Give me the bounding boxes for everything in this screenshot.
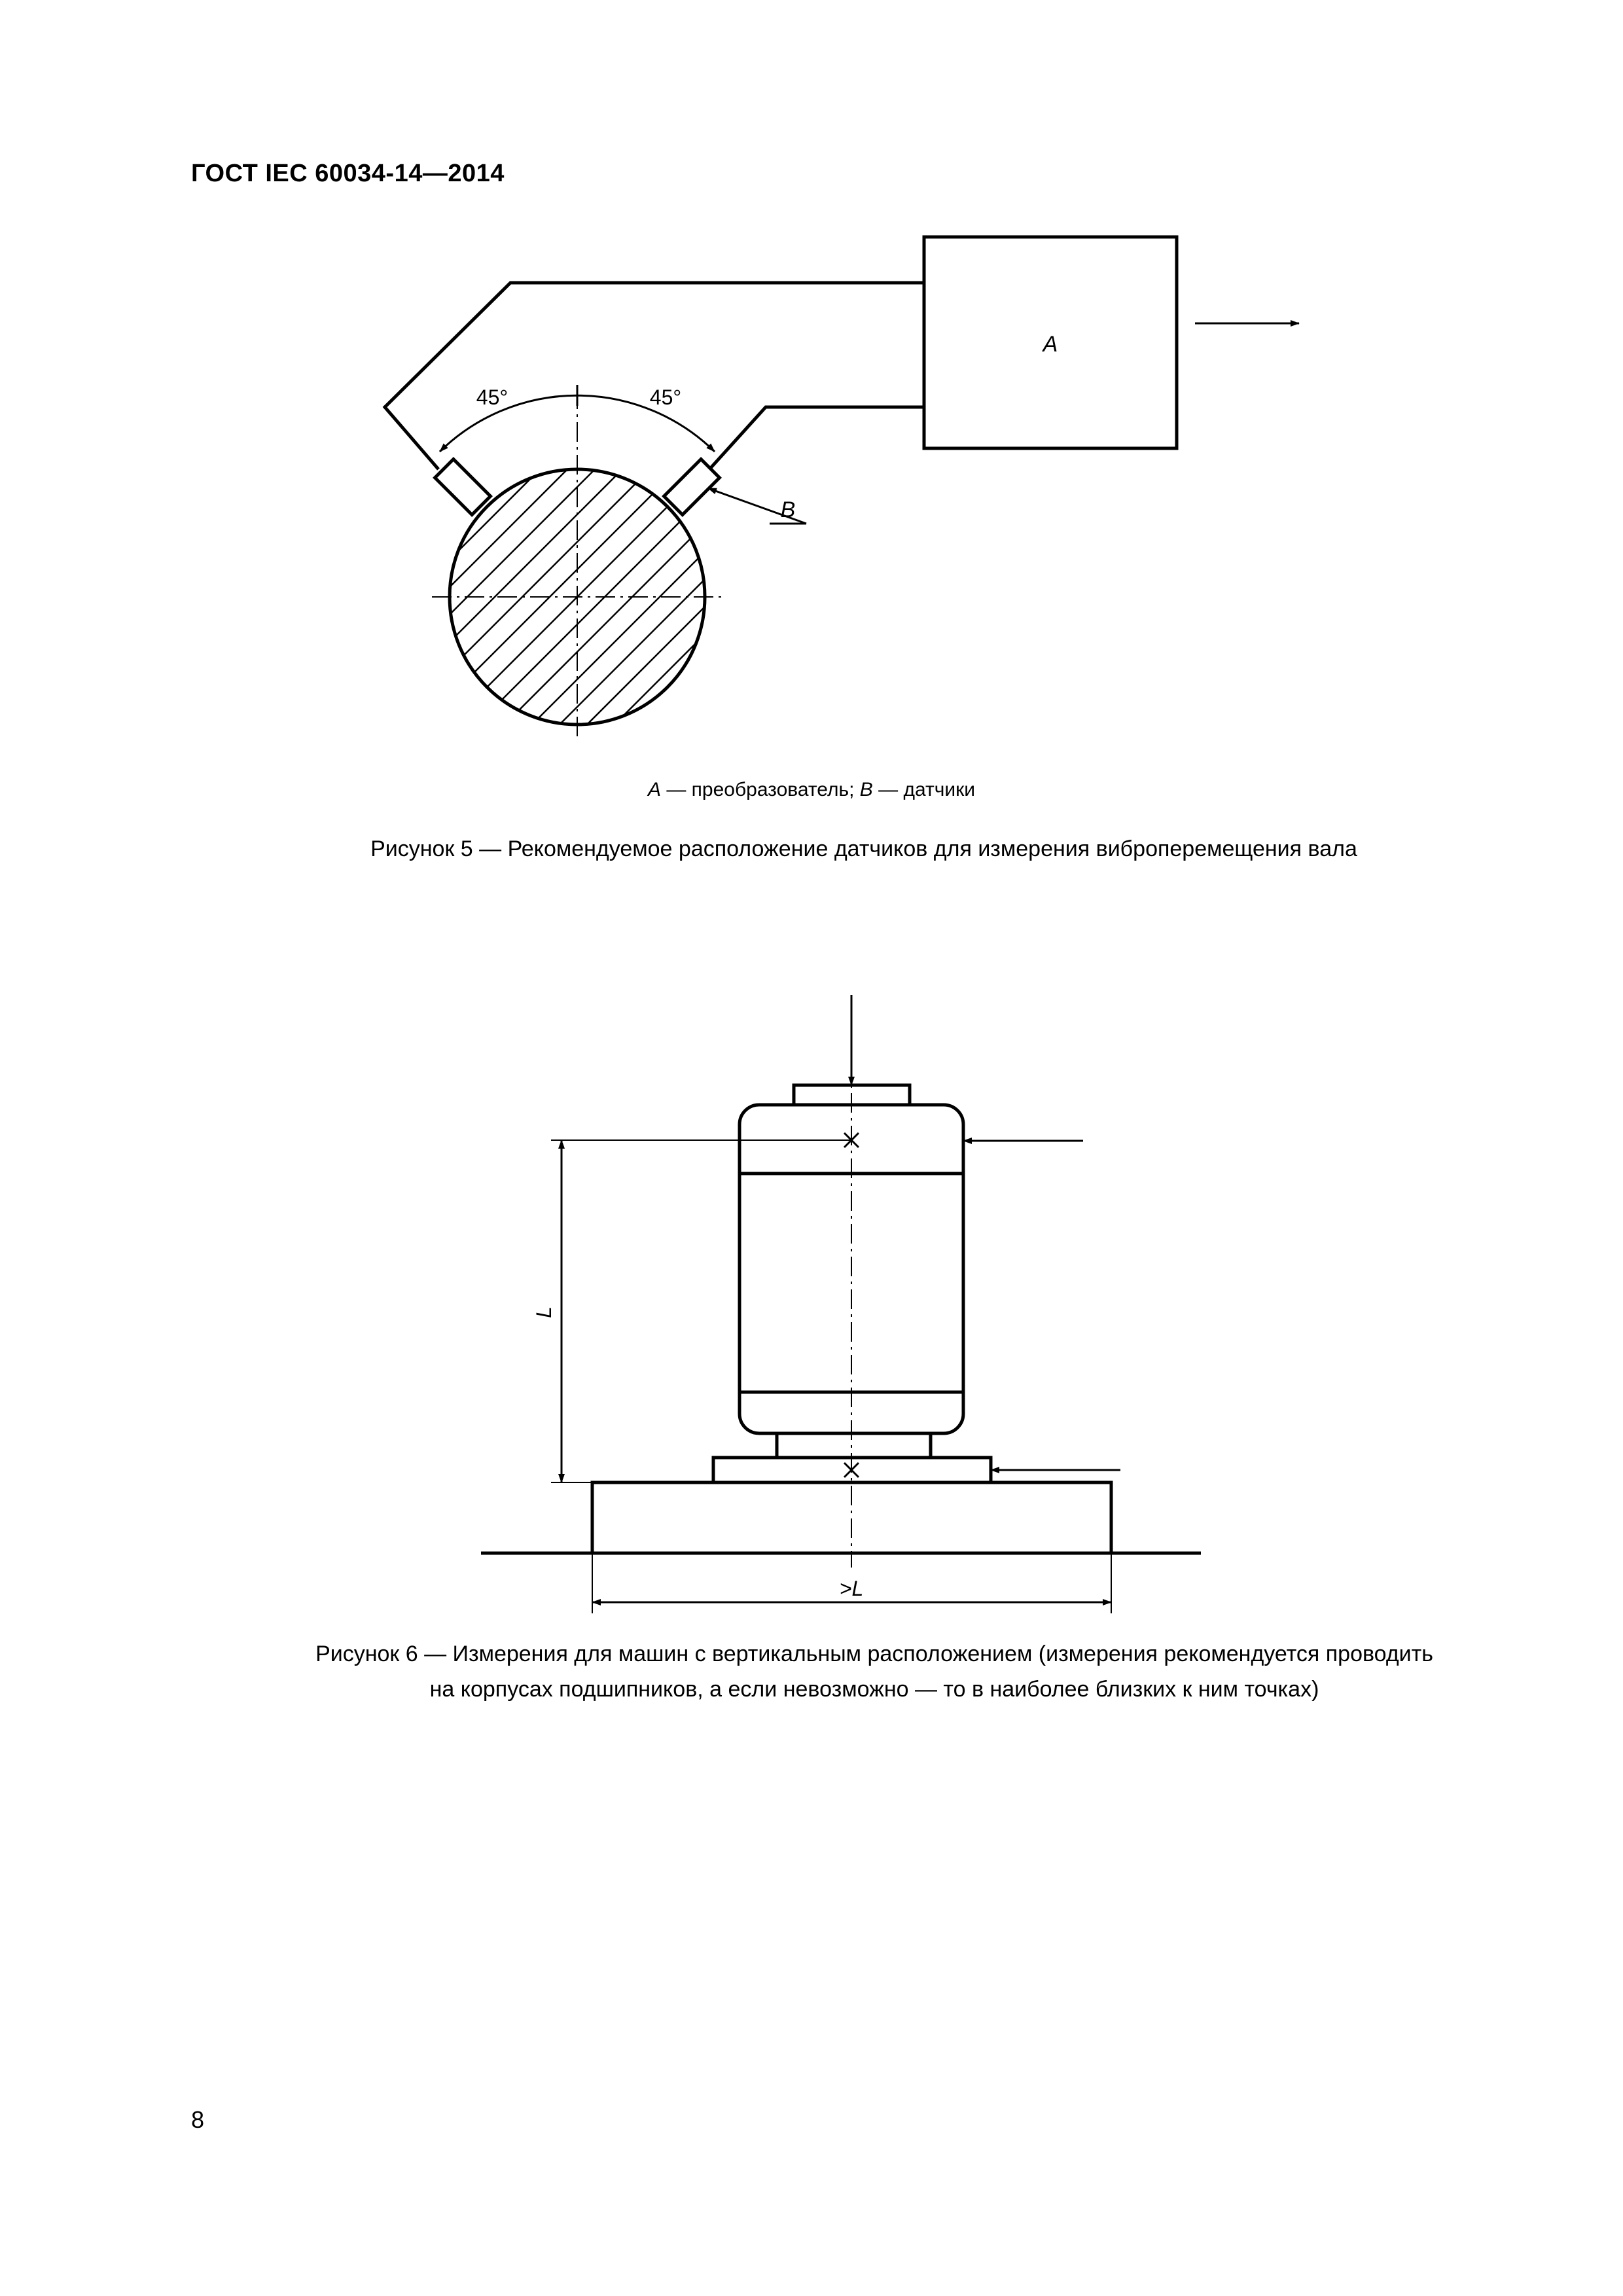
- figure-6-vertical-machine-diagram: [0, 982, 1623, 1623]
- sensor-leader: [708, 488, 806, 524]
- sensor-label: B: [780, 497, 796, 522]
- angle-right-label: 45°: [649, 386, 682, 409]
- motor-neck: [777, 1433, 931, 1458]
- height-dimension-label: L: [532, 1306, 556, 1318]
- width-dimension-label: >L: [839, 1577, 864, 1600]
- legend-key-a: A: [647, 779, 661, 800]
- converter-box: [924, 237, 1177, 448]
- centerlines: [432, 389, 726, 736]
- converter-label: A: [1043, 332, 1058, 357]
- document-header: ГОСТ IEC 60034-14—2014: [191, 160, 505, 187]
- figure-5-legend: [0, 779, 1623, 801]
- figure-5-shaft-sensors-diagram: [0, 223, 1623, 766]
- legend-text-b: — датчики: [872, 779, 976, 800]
- legend-text-a: — преобразователь;: [660, 779, 860, 800]
- sensor-left: [435, 459, 491, 515]
- figure-6-caption-line-2: на корпусах подшипников, а если невозможно — то в наиболее близких к ним точках): [429, 1677, 1319, 1702]
- figure-6-caption: [63, 1636, 1623, 1707]
- legend-key-b: B: [859, 779, 873, 800]
- figure-5-caption: Рисунок 5 — Рекомендуемое расположение датчиков для измерения виброперемещения вала: [370, 836, 1357, 861]
- sensor-cable: [385, 283, 924, 469]
- angle-left-label: 45°: [476, 386, 508, 409]
- figure-6-caption-line-1: Рисунок 6 — Измерения для машин с вертикальным расположением (измерения рекомендуется проводить: [315, 1641, 1433, 1666]
- page-number: 8: [191, 2106, 205, 2133]
